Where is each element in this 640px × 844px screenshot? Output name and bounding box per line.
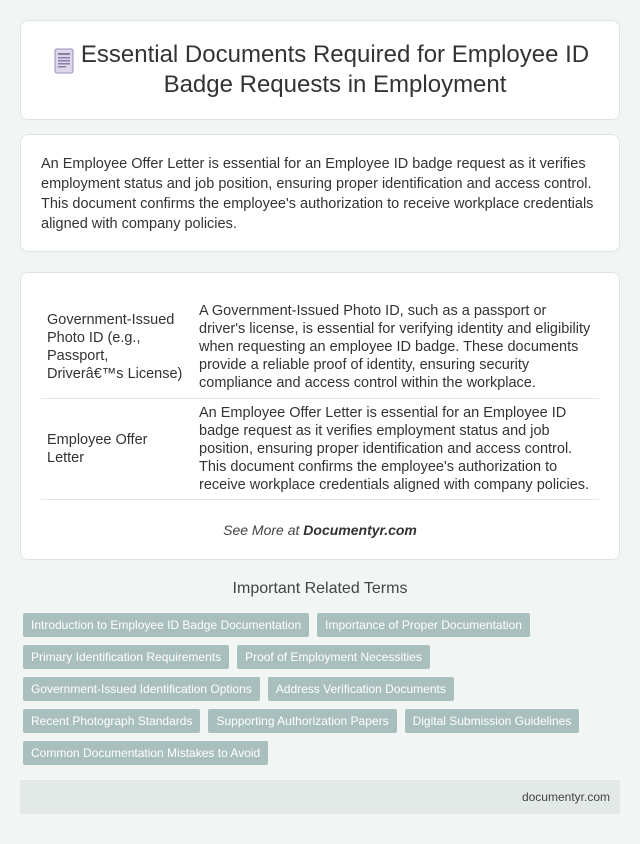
documents-table-card (20, 272, 620, 560)
related-terms-heading: Important Related Terms (232, 580, 408, 597)
table-cell-description: A Government-Issued Photo ID, such as a passport or driver's license, is essential for verifying identity and eligibility when requesting an employee ID badge. These documents provide a reliable proof of identity, ensuring security compliance and access control within the workplace. (193, 297, 599, 398)
table-row (41, 297, 599, 398)
related-term-tag[interactable]: Proof of Employment Necessities (237, 645, 430, 669)
related-term-tag[interactable]: Primary Identification Requirements (23, 645, 229, 669)
tag-row (23, 709, 623, 733)
related-term-tag[interactable]: Address Verification Documents (268, 677, 454, 701)
footer (20, 780, 620, 814)
page-title: Essential Documents Required for Employee ID Badge Requests in Employment (80, 41, 590, 98)
header-card (20, 20, 620, 120)
document-icon (53, 48, 75, 74)
table-row (41, 398, 599, 499)
tag-row (23, 613, 623, 637)
tag-row (23, 741, 623, 765)
related-term-tag[interactable]: Digital Submission Guidelines (405, 709, 580, 733)
see-more-link[interactable] (21, 522, 619, 538)
see-more-prefix: See More at (223, 522, 304, 538)
footer-site[interactable]: documentyr.com (521, 790, 610, 804)
table-cell-term: Government-Issued Photo ID (e.g., Passport, Driverâ€™s License) (41, 297, 193, 398)
documents-table (41, 297, 599, 500)
related-term-tag[interactable]: Government-Issued Identification Options (23, 677, 260, 701)
related-term-tag[interactable]: Introduction to Employee ID Badge Documentation (23, 613, 309, 637)
see-more-site: Documentyr.com (303, 522, 417, 538)
tag-row (23, 677, 623, 701)
related-term-tag[interactable]: Common Documentation Mistakes to Avoid (23, 741, 268, 765)
table-cell-description: An Employee Offer Letter is essential for an Employee ID badge request as it verifies employment status and job position, ensuring proper identification and access control. This document confirms the employee's authorization to receive workplace credentials aligned with company policies. (193, 398, 599, 499)
related-term-tag[interactable]: Recent Photograph Standards (23, 709, 200, 733)
tag-row (23, 645, 623, 669)
intro-text: An Employee Offer Letter is essential for an Employee ID badge request as it verifies employment status and job position, ensuring proper identification and access control. This document confirms the employee's authorization to receive workplace credentials aligned with company policies. (41, 156, 594, 232)
related-term-tag[interactable]: Importance of Proper Documentation (317, 613, 530, 637)
related-terms-tags (23, 613, 623, 773)
intro-card (20, 134, 620, 252)
table-cell-term: Employee Offer Letter (41, 398, 193, 499)
related-term-tag[interactable]: Supporting Authorization Papers (208, 709, 396, 733)
